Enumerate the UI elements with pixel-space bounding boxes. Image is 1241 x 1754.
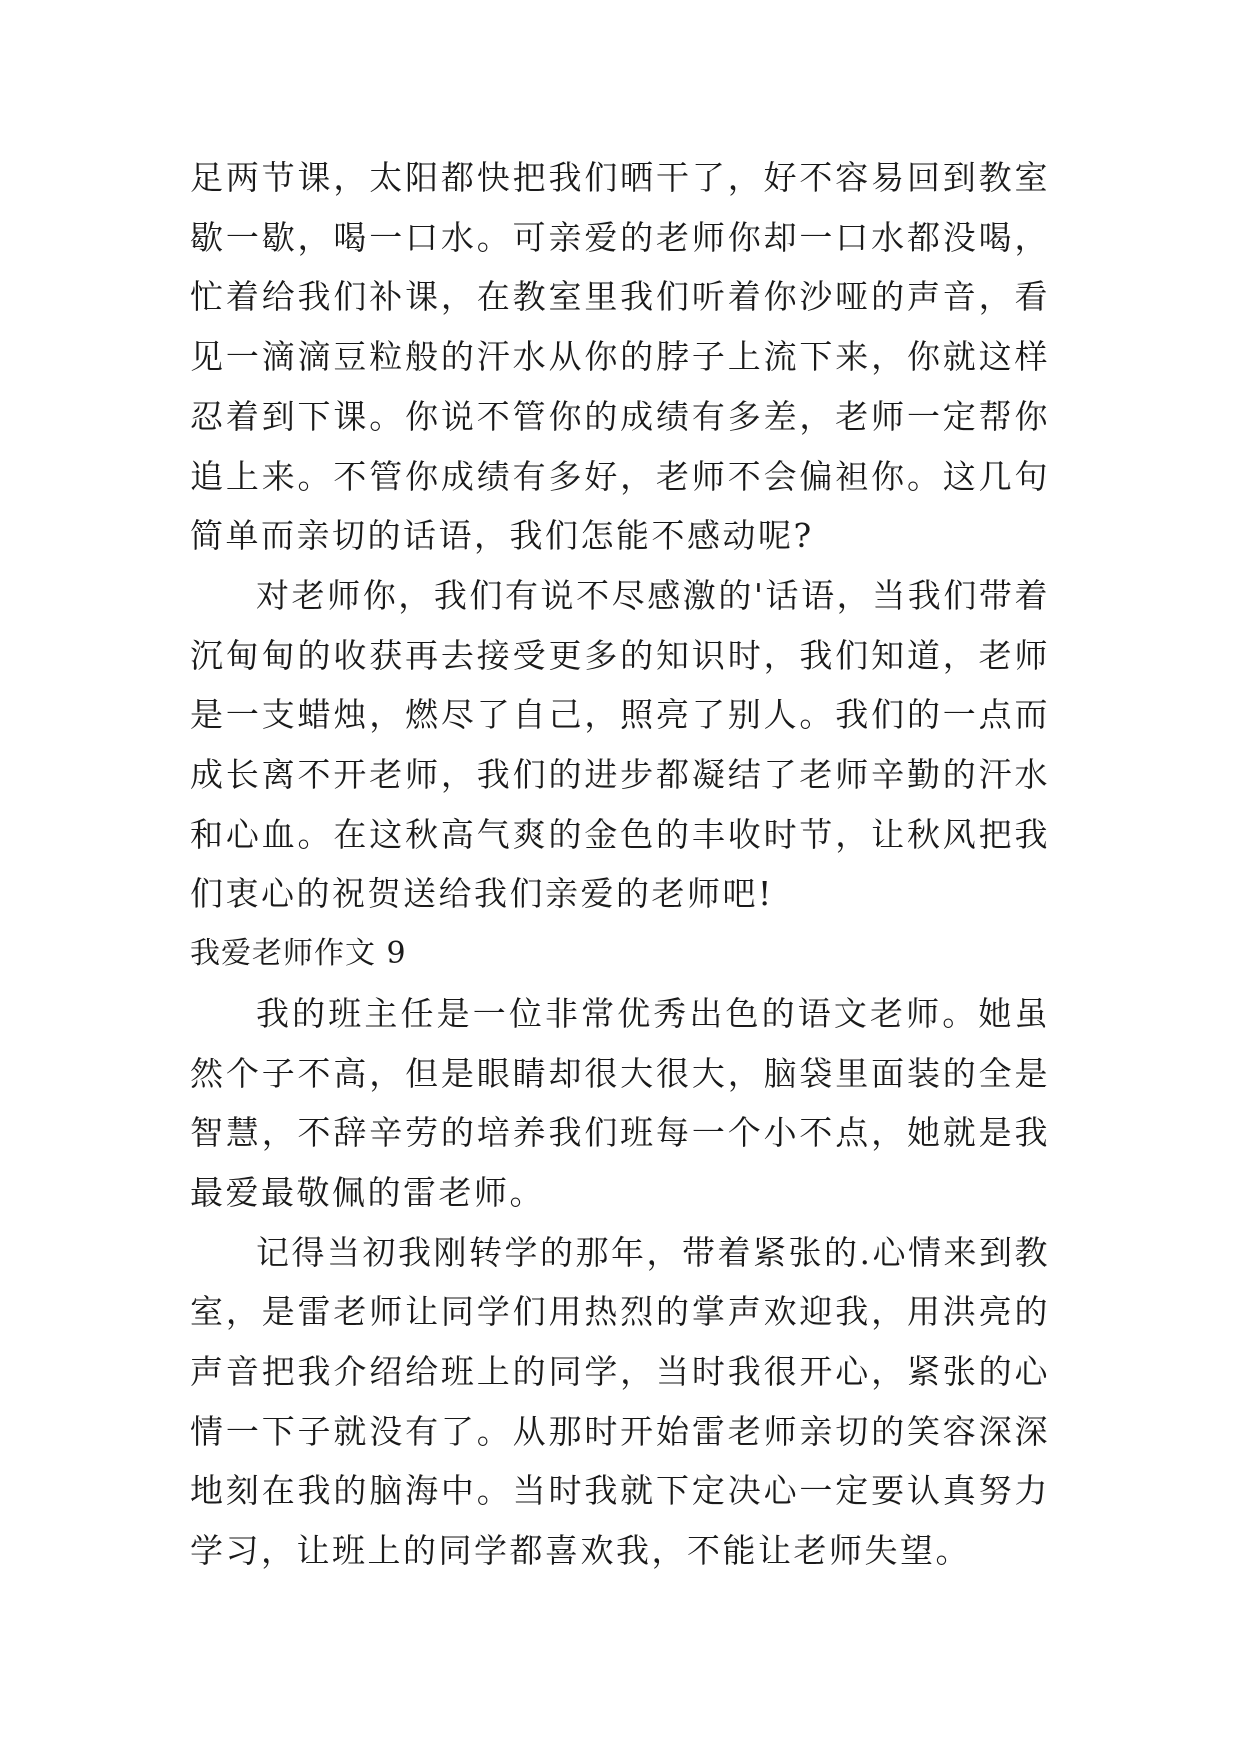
section-title: 我爱老师作文 9: [190, 936, 407, 972]
paragraph-head-teacher: 我的班主任是一位非常优秀出色的语文老师。她虽然个子不高，但是眼睛却很大很大，脑袋里面装的全是智慧，不辞辛劳的培养我们班每一个小不点，她就是我最爱最敬佩的雷老师。: [190, 993, 1050, 1212]
paragraph-first-day: 记得当初我刚转学的那年，带着紧张的.心情来到教室，是雷老师让同学们用热烈的掌声欢迎我，用洪亮的声音把我介绍给班上的同学，当时我很开心，紧张的心情一下子就没有了。从那时开始雷老师亲切的笑容深深地刻在我的脑海中。当时我就下定决心一定要认真努力学习，让班上的同学都喜欢我，不能让老师失望。: [190, 1232, 1050, 1571]
paragraph-gratitude: 对老师你，我们有说不尽感激的'话语，当我们带着沉甸甸的收获再去接受更多的知识时，我们知道，老师是一支蜡烛，燃尽了自己，照亮了别人。我们的一点而成长离不开老师，我们的进步都凝结了老师辛勤的汗水和心血。在这秋高气爽的金色的丰收时节，让秋风把我们衷心的祝贺送给我们亲爱的老师吧!: [190, 575, 1050, 914]
document-page: [190, 148, 1050, 1581]
paragraph-continued: 足两节课，太阳都快把我们晒干了，好不容易回到教室歇一歇，喝一口水。可亲爱的老师你却一口水都没喝，忙着给我们补课，在教室里我们听着你沙哑的声音，看见一滴滴豆粒般的汗水从你的脖子上流下来，你就这样忍着到下课。你说不管你的成绩有多差，老师一定帮你追上来。不管你成绩有多好，老师不会偏袒你。这几句简单而亲切的话语，我们怎能不感动呢?: [190, 158, 1050, 556]
